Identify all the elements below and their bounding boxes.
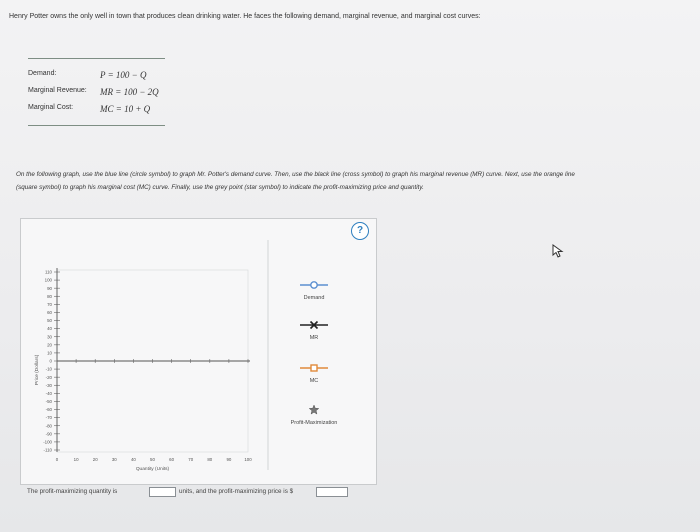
y-tick-label: -20: [45, 374, 52, 380]
y-tick-label: 50: [47, 318, 52, 324]
y-tick-label: -50: [45, 399, 52, 405]
x-tick-label: 100: [244, 457, 252, 462]
answer-row: [27, 488, 294, 495]
y-tick-label: -60: [45, 407, 52, 413]
legend-tool-profit-maximization[interactable]: [291, 405, 338, 426]
y-tick-label: 0: [49, 358, 52, 364]
equation-formula: P = 100 − Q: [100, 70, 147, 80]
y-tick-label: 70: [47, 301, 52, 307]
equation-label: Marginal Cost:: [28, 104, 74, 111]
y-tick-label: 30: [47, 334, 52, 340]
x-tick-label: 80: [207, 457, 213, 462]
x-tick-label: 40: [130, 457, 136, 462]
y-tick-label: -110: [43, 447, 52, 453]
legend-tool-mc[interactable]: [300, 365, 328, 384]
x-tick-label: 50: [150, 457, 155, 462]
legend-label: Profit-Maximization: [290, 420, 338, 426]
y-tick-label: -80: [45, 423, 52, 429]
equation-label: Demand:: [28, 70, 57, 77]
circle-icon: [311, 282, 317, 288]
equation-formula: MC = 10 + Q: [100, 104, 151, 114]
y-tick-label: 100: [44, 277, 52, 283]
x-tick-label: 10: [73, 457, 79, 462]
y-tick-label: -10: [45, 366, 52, 372]
quantity-input[interactable]: [149, 487, 176, 497]
legend-tool-mr[interactable]: [300, 322, 328, 342]
x-tick-label: 90: [226, 457, 232, 462]
square-icon: [311, 365, 317, 371]
x-tick-label: 0: [55, 457, 59, 462]
graph-instructions: On the following graph, use the blue line (circle symbol) to graph Mr. Potter's demand curve. Then, use the black line (cross symbol) to graph his marginal revenue (MR) curve. Next, use the orange line (square symbol) to graph his marginal cost (MC) curve. Finally, use the grey point (star symbol) to indicate the profit-maximizing price and quantity.: [16, 171, 575, 191]
x-tick-label: 60: [169, 457, 175, 462]
equation-label: Marginal Revenue:: [28, 87, 87, 94]
answer-prefix: The profit-maximizing quantity is: [27, 488, 118, 495]
problem-intro: Henry Potter owns the only well in town that produces clean drinking water. He faces the following demand, marginal revenue, and marginal cost curves:: [9, 13, 481, 20]
y-tick-label: 90: [47, 285, 52, 291]
help-button[interactable]: ?: [351, 222, 369, 240]
legend-label: MC: [309, 378, 319, 384]
x-tick-label: 70: [188, 457, 194, 462]
y-tick-label: 110: [45, 269, 52, 275]
x-axis-label: Quantity (Units): [135, 467, 170, 472]
y-tick-label: -40: [45, 390, 52, 396]
answer-middle: units, and the profit-maximizing price is $: [179, 488, 294, 495]
price-input[interactable]: [316, 487, 348, 497]
y-tick-label: 80: [47, 293, 52, 299]
legend-label: Demand: [303, 295, 325, 301]
star-icon: [309, 405, 319, 414]
y-tick-label: -30: [45, 382, 52, 388]
x-tick-label: 20: [92, 457, 98, 462]
y-tick-label: 40: [47, 326, 52, 332]
y-tick-label: 10: [47, 350, 52, 356]
equation-formula: MR = 100 − 2Q: [100, 87, 159, 97]
y-tick-label: 60: [47, 310, 52, 316]
y-tick-label: -100: [43, 439, 52, 445]
y-tick-label: -90: [45, 431, 52, 437]
x-tick-label: 30: [111, 457, 117, 462]
y-tick-label: 20: [47, 342, 52, 348]
y-axis-label: Price (Dollars): [35, 354, 40, 386]
legend-label: MR: [309, 335, 319, 341]
y-tick-label: -70: [45, 415, 52, 421]
legend-tool-demand[interactable]: [300, 282, 328, 301]
